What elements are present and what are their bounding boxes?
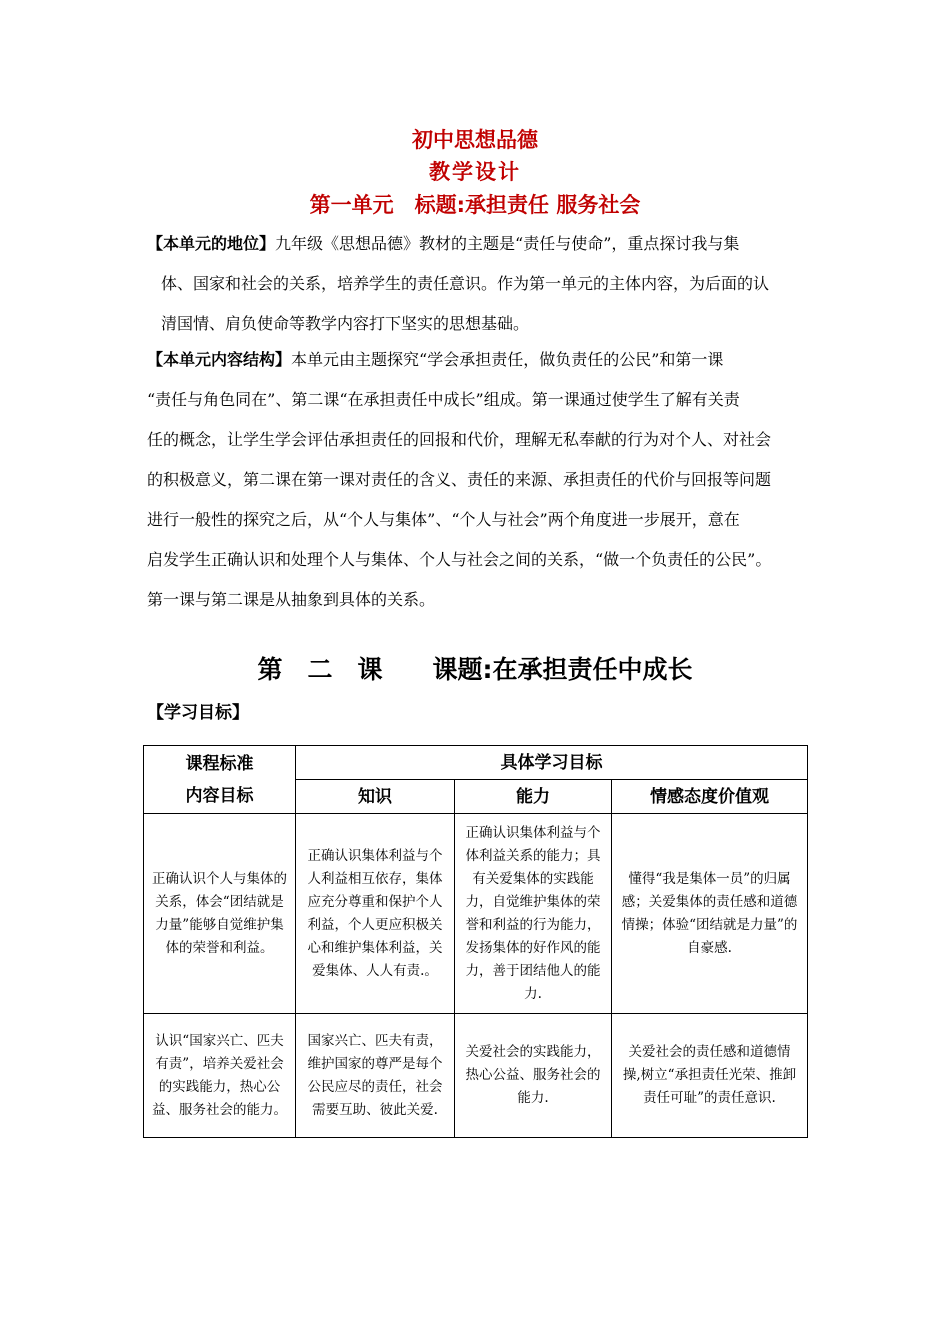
unit-title: 第一单元 标题:承担责任 服务社会 bbox=[309, 193, 641, 217]
cell-attitude: 懂得“我是集体一员”的归属感；关爱集体的责任感和道德情操；体验“团结就是力量”的自豪感. bbox=[612, 814, 808, 1014]
unit-structure-line: 本单元由主题探究“学会承担责任，做负责任的公民”和第一课 bbox=[291, 350, 724, 369]
unit-position-line: 清国情、肩负使命等教学内容打下坚实的思想基础。 bbox=[161, 314, 530, 333]
header-specific-goals: 具体学习目标 bbox=[296, 746, 808, 780]
unit-position-section bbox=[147, 224, 807, 344]
cell-attitude: 关爱社会的责任感和道德情操,树立“承担责任光荣、推卸责任可耻”的责任意识. bbox=[612, 1014, 808, 1138]
header-attitude: 情感态度价值观 bbox=[612, 780, 808, 814]
learning-goals-table bbox=[143, 745, 808, 1138]
table-row bbox=[144, 1014, 808, 1138]
learning-goals-label: 【学习目标】 bbox=[147, 703, 249, 723]
unit-position-label: 【本单元的地位】 bbox=[147, 234, 276, 253]
unit-structure-line: 进行一般性的探究之后，从“个人与集体”、“个人与社会”两个角度进一步展开，意在 bbox=[147, 510, 740, 529]
cell-standard: 正确认识个人与集体的关系，体会“团结就是力量”能够自觉维护集体的荣誉和利益。 bbox=[144, 814, 296, 1014]
header-knowledge: 知识 bbox=[296, 780, 455, 814]
cell-ability: 关爱社会的实践能力，热心公益、服务社会的能力. bbox=[455, 1014, 612, 1138]
header-ability: 能力 bbox=[455, 780, 612, 814]
cell-standard: 认识“国家兴亡、匹夫有责”，培养关爱社会的实践能力，热心公益、服务社会的能力。 bbox=[144, 1014, 296, 1138]
doc-title-design: 教学设计 bbox=[429, 160, 521, 184]
unit-structure-section bbox=[147, 340, 807, 620]
unit-structure-label: 【本单元内容结构】 bbox=[147, 350, 292, 369]
cell-ability: 正确认识集体利益与个体利益关系的能力；具有关爱集体的实践能力，自觉维护集体的荣誉和利益的行为能力，发扬集体的好作风的能力，善于团结他人的能力. bbox=[455, 814, 612, 1014]
table-row bbox=[144, 814, 808, 1014]
cell-knowledge: 国家兴亡、匹夫有责，维护国家的尊严是每个公民应尽的责任，社会需要互助、彼此关爱. bbox=[296, 1014, 455, 1138]
unit-position-line: 体、国家和社会的关系，培养学生的责任意识。作为第一单元的主体内容，为后面的认 bbox=[161, 274, 770, 293]
unit-structure-line: 任的概念，让学生学会评估承担责任的回报和代价，理解无私奉献的行为对个人、对社会 bbox=[147, 430, 772, 449]
unit-structure-line: 启发学生正确认识和处理个人与集体、个人与社会之间的关系，“做一个负责任的公民”。 bbox=[147, 550, 772, 569]
unit-structure-line: 的积极意义，第二课在第一课对责任的含义、责任的来源、承担责任的代价与回报等问题 bbox=[147, 470, 772, 489]
cell-knowledge: 正确认识集体利益与个人利益相互依存，集体应充分尊重和保护个人利益，个人更应积极关心和维护集体利益，关爱集体、人人有责.。 bbox=[296, 814, 455, 1014]
lesson-title: 第 二 课 课题:在承担责任中成长 bbox=[257, 655, 693, 684]
doc-title-subject: 初中思想品德 bbox=[412, 128, 538, 152]
header-course-standard-line: 课程标准 bbox=[185, 753, 254, 774]
header-course-standard bbox=[144, 746, 296, 814]
unit-position-line: 九年级《思想品德》教材的主题是“责任与使命”，重点探讨我与集 bbox=[275, 234, 740, 253]
header-course-standard-line: 内容目标 bbox=[185, 785, 254, 806]
unit-structure-line: “责任与角色同在”、第二课“在承担责任中成长”组成。第一课通过使学生了解有关责 bbox=[147, 390, 740, 409]
unit-structure-line: 第一课与第二课是从抽象到具体的关系。 bbox=[147, 590, 436, 609]
